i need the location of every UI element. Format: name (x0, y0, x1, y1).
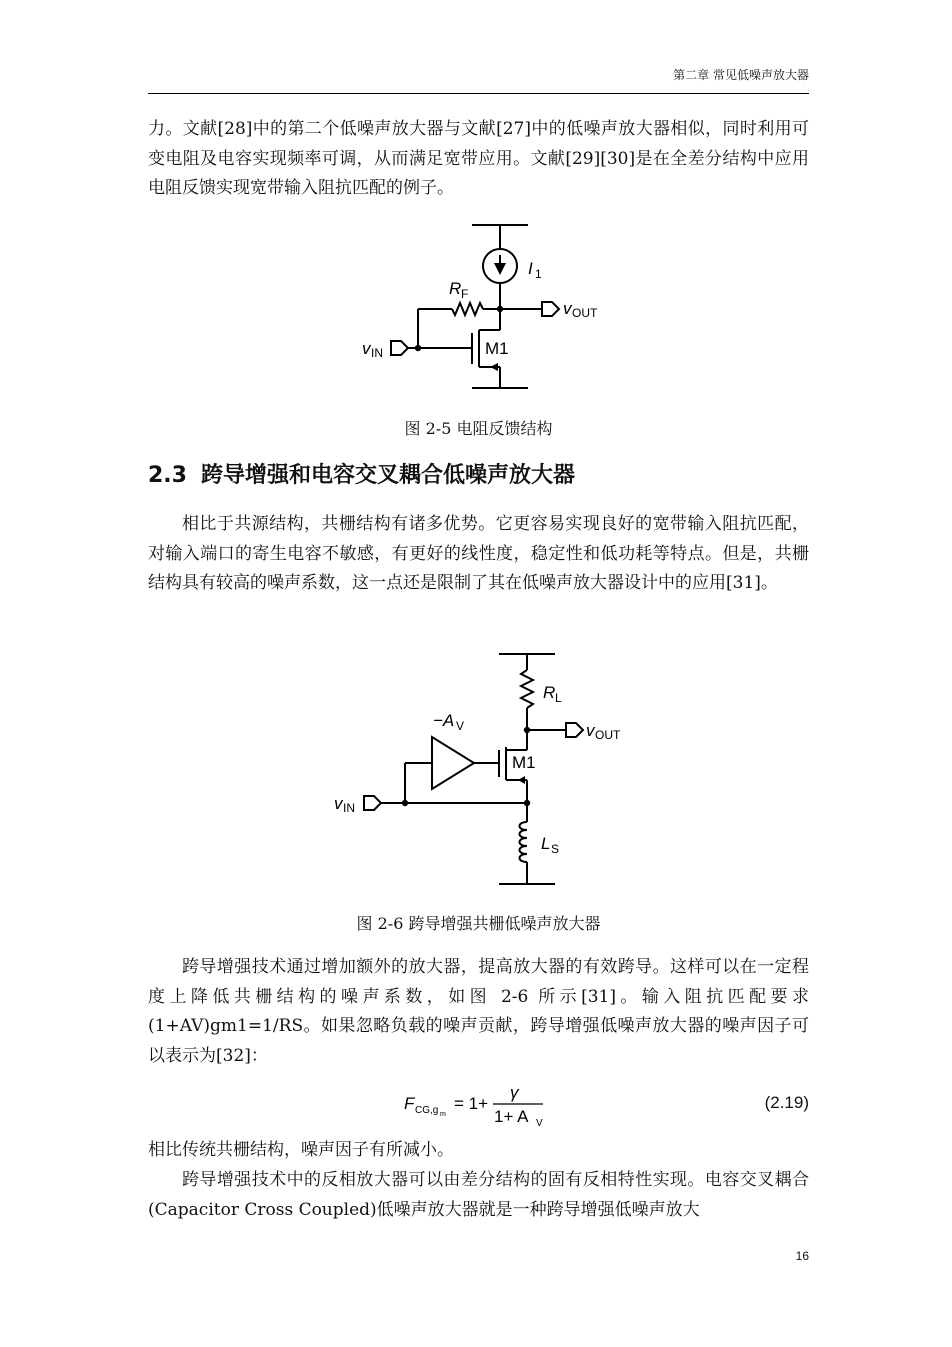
label-vin: v (362, 339, 371, 358)
header-rule (148, 93, 809, 94)
eq-denominator: 1+ A (494, 1107, 529, 1126)
vout-port-2 (566, 723, 583, 737)
paragraph-5: 跨导增强技术中的反相放大器可以由差分结构的固有反相特性实现。电容交叉耦合(Capacitor Cross Coupled)低噪声放大器就是一种跨导增强低噪声放大 (148, 1170, 809, 1220)
label-av-sub: V (456, 719, 465, 733)
equation-2-19 (400, 1080, 600, 1128)
eq-lhs-subsub: m (440, 1111, 446, 1118)
label-rf: R (449, 279, 462, 298)
section-number: 2.3 (148, 463, 187, 488)
running-header: 第二章 常见低噪声放大器 (673, 68, 809, 82)
label-vout-2: v (586, 721, 595, 740)
inductor-ls (520, 822, 528, 862)
paragraph-3: 跨导增强技术通过增加额外的放大器，提高放大器的有效跨导。这样可以在一定程度上降低共栅结构的噪声系数，如图 2-6 所示[31]。输入阻抗匹配要求(1+AV)gm1=1/RS。如果忽略负载的噪声贡献，跨导增强低噪声放大器的噪声因子可以表示为[32]： (148, 957, 809, 1066)
resistor-rl (521, 670, 533, 708)
label-vin-2: v (334, 794, 343, 813)
label-vout-sub: OUT (572, 306, 598, 320)
paragraph-2: 相比于共源结构，共栅结构有诸多优势。它更容易实现良好的宽带输入阻抗匹配，对输入端口的寄生电容不敏感，有更好的线性度，稳定性和低功耗等特点。但是，共栅结构具有较高的噪声系数，这一点还是限制了其在低噪声放大器设计中的应用[31]。 (148, 514, 809, 593)
figure-2-5-caption: 图 2-5 电阻反馈结构 (404, 419, 553, 438)
page-number: 16 (795, 1249, 809, 1263)
eq-denominator-sub: V (536, 1118, 543, 1128)
figure-2-6-circuit (320, 645, 640, 895)
label-rl: R (543, 683, 556, 702)
label-vout-2-sub: OUT (595, 728, 621, 742)
label-rf-sub: F (461, 287, 469, 301)
amplifier-triangle (432, 737, 474, 789)
paragraph-4: 相比传统共栅结构，噪声因子有所减小。 (148, 1140, 454, 1160)
vin-port-1 (391, 341, 408, 355)
label-m1-2: M1 (512, 753, 536, 772)
section-title: 跨导增强和电容交叉耦合低噪声放大器 (200, 463, 575, 488)
label-current-sub: 1 (535, 267, 542, 281)
figure-2-5-circuit (350, 218, 610, 398)
label-vin-2-sub: IN (343, 801, 355, 815)
vin-port-2 (364, 796, 381, 810)
resistor-rf (452, 303, 483, 315)
eq-lhs-sub: CG,g (415, 1105, 439, 1116)
label-ls: L (541, 834, 551, 853)
label-av: −A (433, 711, 455, 730)
label-m1: M1 (485, 339, 509, 358)
paragraph-1: 力。文献[28]中的第二个低噪声放大器与文献[27]中的低噪声放大器相似，同时利用可变电阻及电容实现频率可调，从而满足宽带应用。文献[29][30]是在全差分结构中应用电阻反馈实现宽带输入阻抗匹配的例子。 (148, 119, 809, 198)
label-vin-sub: IN (371, 346, 383, 360)
label-rl-sub: L (555, 691, 562, 705)
label-ls-sub: S (551, 842, 560, 856)
label-vout: v (563, 299, 572, 318)
equation-number: (2.19) (764, 1093, 809, 1112)
eq-one: = 1+ (454, 1094, 489, 1113)
section-heading (148, 458, 575, 489)
eq-numerator: γ (510, 1083, 519, 1102)
label-current: I (528, 259, 533, 278)
figure-2-6-caption: 图 2-6 跨导增强共栅低噪声放大器 (356, 914, 601, 933)
eq-lhs: F (404, 1094, 415, 1113)
vout-port-1 (542, 302, 559, 316)
